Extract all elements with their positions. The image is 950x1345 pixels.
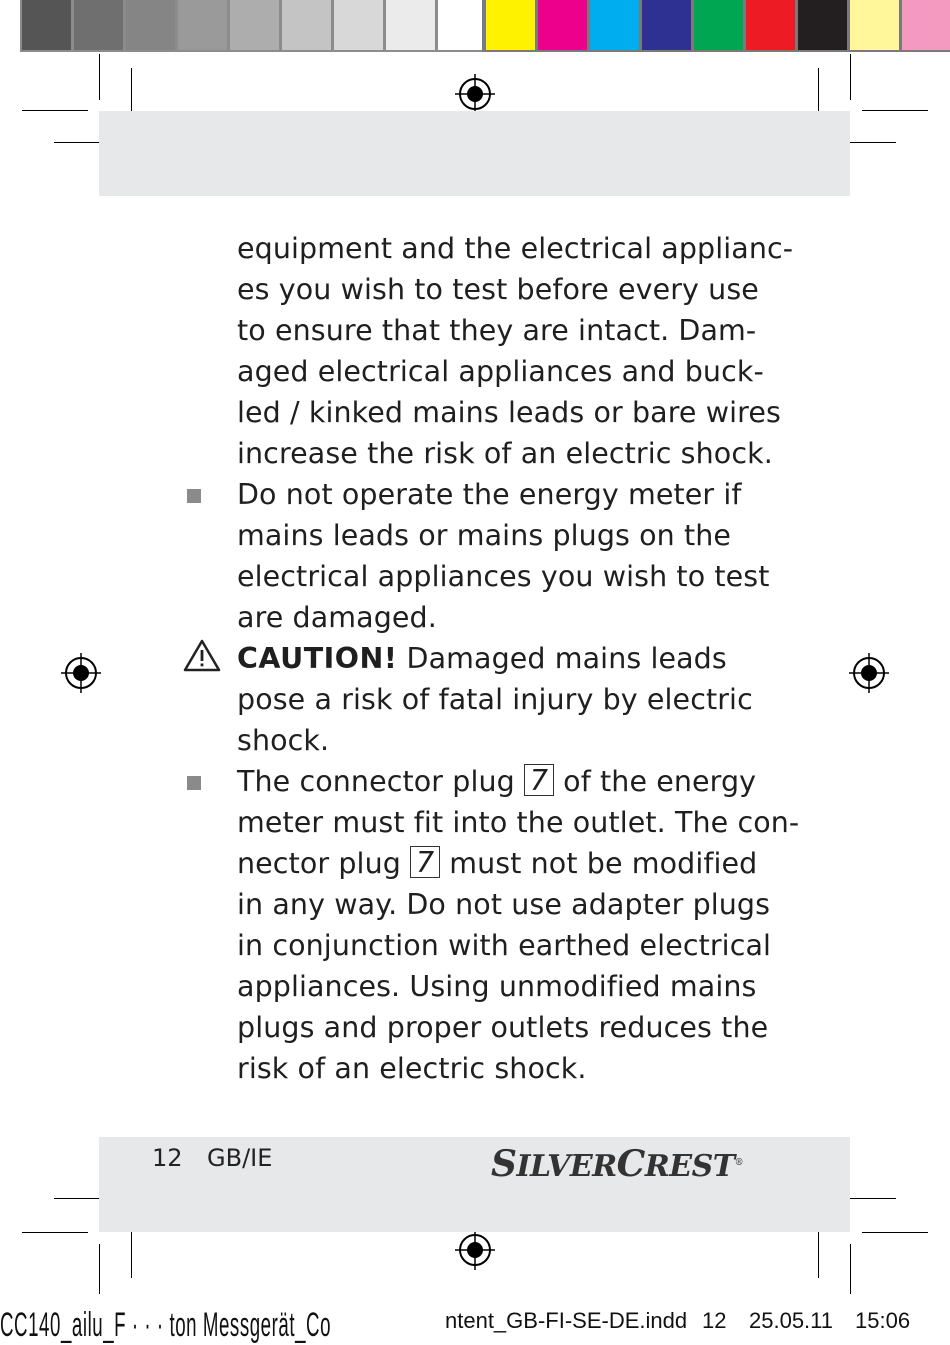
text-line: increase the risk of an electric shock. (237, 437, 773, 470)
registered-mark: ® (734, 1158, 744, 1168)
page-number: 12 (152, 1144, 183, 1172)
color-swatch (642, 0, 691, 50)
registration-mark-icon (59, 651, 103, 695)
warning-triangle-icon (182, 638, 222, 674)
slug-left-text: CC140_ailu_F · · · ton Messgerät_Co (0, 1306, 332, 1344)
gray-swatch (438, 0, 487, 50)
brand-letter: S (491, 1143, 517, 1185)
registration-mark-icon (453, 1228, 497, 1272)
crop-mark (842, 142, 896, 143)
crop-mark (99, 1244, 100, 1294)
crop-mark (862, 1232, 928, 1233)
text-line: led / kinked mains leads or bare wires (237, 396, 781, 429)
crop-mark (22, 1232, 88, 1233)
part-reference-box: 7 (410, 846, 440, 878)
text-line: electrical appliances you wish to test (237, 560, 770, 593)
registration-mark-icon (453, 72, 497, 116)
text-line: to ensure that they are intact. Dam- (237, 314, 757, 347)
text-line: pose a risk of fatal injury by electric (237, 683, 753, 716)
crop-mark (99, 54, 100, 100)
color-swatch (746, 0, 795, 50)
text-line: plugs and proper outlets reduces the (237, 1011, 769, 1044)
text-line: shock. (237, 724, 330, 757)
text-line: aged electrical appliances and buck- (237, 355, 764, 388)
slug-date: 25.05.11 (749, 1308, 834, 1333)
gray-swatch (230, 0, 279, 50)
gray-swatch (74, 0, 123, 50)
gray-swatch (386, 0, 435, 50)
color-swatch (538, 0, 587, 50)
instruction-text (237, 228, 800, 1089)
text-line: in conjunction with earthed electrical (237, 929, 772, 962)
brand-letters: REST (644, 1149, 735, 1184)
gray-swatch (282, 0, 331, 50)
text-line: in any way. Do not use adapter plugs (237, 888, 771, 921)
header-band (99, 111, 850, 196)
text-line: equipment and the electrical applianc- (237, 232, 794, 265)
bullet-square-icon (187, 776, 201, 790)
crop-mark (850, 54, 851, 100)
text-line (237, 761, 757, 802)
gray-swatch (22, 0, 71, 50)
text-line: risk of an electric shock. (237, 1052, 587, 1085)
crop-mark (850, 1244, 851, 1294)
brand-letter: C (616, 1143, 645, 1185)
text-line (237, 843, 758, 884)
brand-logo (491, 1143, 743, 1185)
crop-mark (862, 110, 928, 111)
text-line: appliances. Using unmodified mains (237, 970, 757, 1003)
gray-swatch (334, 0, 383, 50)
part-reference-box: 7 (524, 764, 554, 796)
crop-mark (842, 1198, 896, 1199)
text-line: Do not operate the energy meter if (237, 478, 742, 511)
bullet-square-icon (187, 489, 201, 503)
color-swatch (486, 0, 535, 50)
region-code: GB/IE (207, 1144, 273, 1172)
text-line: es you wish to test before every use (237, 273, 759, 306)
slug-page: 12 (702, 1308, 727, 1333)
text-line: mains leads or mains plugs on the (237, 519, 732, 552)
gray-swatch (126, 0, 175, 50)
text-span: of the energy (554, 765, 757, 798)
crop-mark (22, 110, 88, 111)
color-swatch (694, 0, 743, 50)
text-span: must not be modified (440, 847, 758, 880)
color-swatch (902, 0, 950, 50)
color-swatch (590, 0, 639, 50)
text-line: meter must fit into the outlet. The con- (237, 806, 800, 839)
gray-swatch (178, 0, 227, 50)
slug-time: 15:06 (855, 1308, 911, 1333)
registration-mark-icon (847, 651, 891, 695)
brand-letters: ILVER (516, 1149, 617, 1184)
text-span: The connector plug (237, 765, 525, 798)
text-line: are damaged. (237, 601, 437, 634)
color-swatch (798, 0, 847, 50)
text-span: nector plug (237, 847, 411, 880)
color-swatch (850, 0, 899, 50)
caution-line (237, 638, 737, 679)
slug-filename: ntent_GB-FI-SE-DE.indd (445, 1308, 688, 1333)
caution-text: Damaged mains leads (397, 642, 727, 675)
caution-label: CAUTION! (237, 642, 398, 675)
